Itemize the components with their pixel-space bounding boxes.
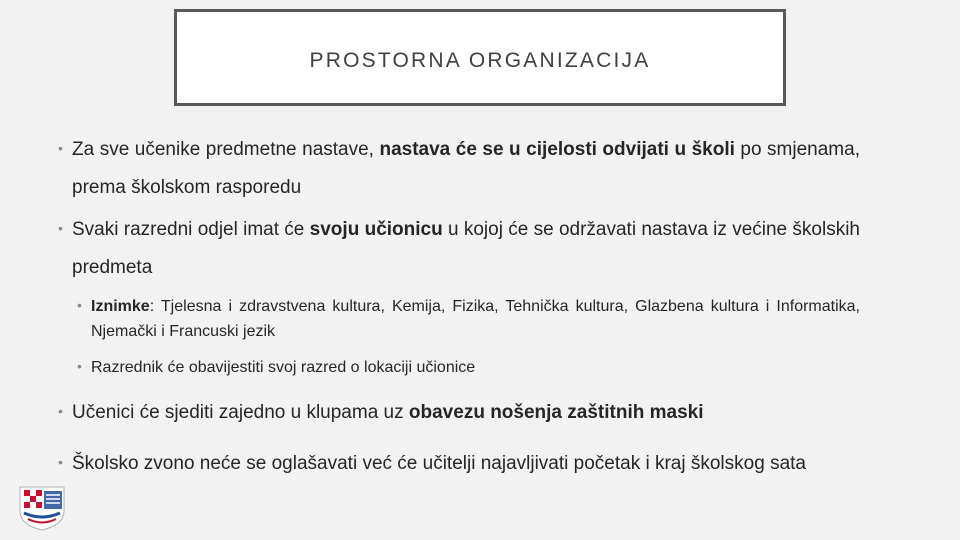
bullet-text: Za sve učenike predmetne nastave,	[72, 139, 380, 160]
bullet-text: u kojoj će se održavati nastava iz većine školskih predmeta	[72, 219, 860, 278]
bullet-dot: •	[58, 140, 63, 156]
bullet-dot: •	[58, 454, 63, 470]
bullet-text: : Tjelesna i zdravstvena kultura, Kemija, Fizika, Tehnička kultura, Glazbena kultura i Informatika, Njemački i Francuski jezik	[91, 298, 860, 340]
bullet-dot: •	[77, 358, 82, 374]
list-item	[77, 294, 860, 344]
slide-content	[58, 131, 860, 483]
list-item	[58, 445, 860, 483]
bullet-dot: •	[58, 403, 63, 419]
bullet-text: Razrednik će obavijestiti svoj razred o lokaciji učionice	[91, 359, 476, 376]
bullet-text: Svaki razredni odjel imat će	[72, 219, 310, 240]
bullet-bold: Iznimke	[91, 298, 150, 315]
bullet-text: Učenici će sjediti zajedno u klupama uz	[72, 402, 409, 423]
list-item	[77, 355, 860, 380]
bullet-dot: •	[77, 297, 82, 313]
slide-title: PROSTORNA ORGANIZACIJA	[309, 48, 651, 72]
title-box	[174, 9, 786, 106]
bullet-dot: •	[58, 220, 63, 236]
list-item	[58, 394, 860, 432]
bullet-bold: nastava će se u cijelosti odvijati u školi	[379, 139, 735, 160]
school-crest-icon	[16, 481, 68, 531]
bullet-bold: svoju učionicu	[309, 219, 443, 240]
bullet-text: Školsko zvono neće se oglašavati već će učitelji najavljivati početak i kraj školskog sata	[72, 453, 806, 474]
list-item	[58, 211, 860, 287]
bullet-text: po smjenama, prema školskom rasporedu	[72, 139, 860, 198]
bullet-bold: obavezu nošenja zaštitnih maski	[408, 402, 704, 423]
list-item	[58, 131, 860, 207]
